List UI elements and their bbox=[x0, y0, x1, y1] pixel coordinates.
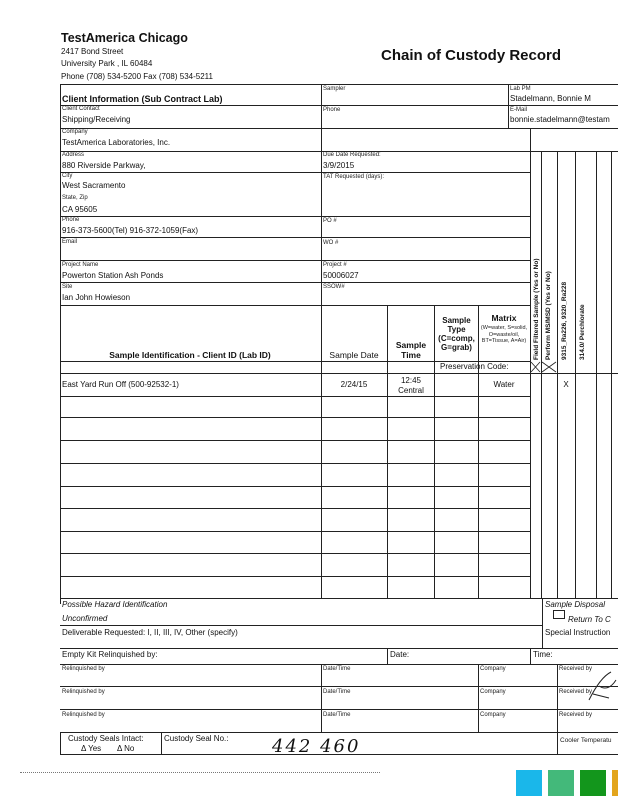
row-sample-date: 2/24/15 bbox=[340, 380, 368, 389]
received-label-1: Received by bbox=[559, 666, 593, 672]
received-label-3: Received by bbox=[559, 712, 593, 718]
project-num-label: Project # bbox=[323, 262, 347, 268]
lab-street: 2417 Bond Street bbox=[61, 47, 124, 56]
rule bbox=[60, 105, 618, 106]
lab-pm-label: Lab PM bbox=[510, 86, 531, 92]
row-time-zone: Central bbox=[398, 386, 424, 395]
rule bbox=[60, 732, 61, 754]
deliverable-requested: Deliverable Requested: I, II, III, IV, Other (specify) bbox=[62, 628, 238, 637]
col-sample-id: Sample Identification - Client ID (Lab ID) bbox=[109, 350, 271, 360]
handwritten-seal-number: 442 460 bbox=[272, 736, 361, 757]
rule bbox=[60, 216, 530, 217]
company-label-3: Company bbox=[480, 712, 506, 718]
custody-seals-title: Custody Seals Intact: bbox=[68, 734, 144, 743]
return-checkbox[interactable] bbox=[553, 610, 565, 619]
rule bbox=[60, 553, 530, 554]
radium-header: 9315_Ra226, 9320_Ra228 bbox=[561, 281, 568, 360]
lab-pm: Stadelmann, Bonnie M bbox=[510, 94, 591, 103]
custody-seal-no-label: Custody Seal No.: bbox=[164, 734, 229, 743]
rule bbox=[611, 151, 612, 598]
middle-phone-label: Phone bbox=[323, 107, 341, 113]
due-date-label: Due Date Requested: bbox=[323, 152, 381, 158]
seals-yes-label: Yes bbox=[88, 744, 102, 753]
col-sample-type: Sample Type (C=comp, G=grab) bbox=[438, 316, 475, 352]
page-title: Chain of Custody Record bbox=[381, 47, 562, 64]
rule bbox=[60, 625, 542, 626]
rule bbox=[530, 648, 531, 664]
city-label: City bbox=[62, 173, 73, 179]
rule bbox=[60, 664, 618, 665]
rule bbox=[60, 282, 530, 283]
rule bbox=[60, 237, 530, 238]
tat-label: TAT Requested (days): bbox=[323, 174, 385, 180]
city: West Sacramento bbox=[62, 181, 126, 190]
phone-label: Phone bbox=[62, 217, 80, 223]
company-label: Company bbox=[62, 129, 88, 135]
rule bbox=[575, 151, 576, 598]
time-label: Time: bbox=[533, 650, 553, 659]
due-date: 3/9/2015 bbox=[323, 161, 355, 170]
col-sample-time: Sample Time bbox=[395, 340, 427, 360]
rule bbox=[60, 305, 530, 306]
return-to: Return To C bbox=[568, 615, 611, 624]
row-sample-time: 12:45 bbox=[400, 376, 422, 385]
client-contact: Shipping/Receiving bbox=[62, 115, 131, 124]
lab-city: University Park , IL 60484 bbox=[61, 59, 153, 68]
email-label: Email bbox=[62, 239, 78, 245]
rule bbox=[60, 463, 530, 464]
rule bbox=[542, 598, 543, 648]
project-name-label: Project Name bbox=[62, 262, 99, 268]
site-label: Site bbox=[62, 284, 73, 290]
rule bbox=[60, 84, 618, 85]
seals-yes-option[interactable]: Δ Yes bbox=[81, 744, 102, 753]
empty-kit: Empty Kit Relinquished by: bbox=[62, 650, 158, 659]
company-label-2: Company bbox=[480, 689, 506, 695]
disposal-title: Sample Disposal bbox=[545, 600, 606, 609]
hazard-value: Unconfirmed bbox=[62, 614, 108, 623]
fluoride-header: 314.0/ Perchlorate bbox=[579, 304, 586, 360]
relinquished-label-1: Relinquished by bbox=[62, 666, 105, 672]
rule bbox=[60, 486, 530, 487]
client-phone: 916-373-5600(Tel) 916-372-1059(Fax) bbox=[62, 226, 199, 235]
rule bbox=[60, 440, 530, 441]
field-filtered-header: Field Filtered Sample (Yes or No) bbox=[533, 258, 540, 360]
address-label: Address bbox=[62, 152, 85, 158]
rule bbox=[60, 648, 618, 649]
col-matrix-sub: (W=water, S=solid, O=waste/oil, BT=Tissue, A=Air) bbox=[480, 325, 528, 344]
relinquished-label-2: Relinquished by bbox=[62, 689, 105, 695]
lab-name: TestAmerica Chicago bbox=[61, 31, 188, 45]
rule bbox=[321, 84, 322, 305]
lab-email-label: E-Mail bbox=[510, 107, 528, 113]
rule bbox=[541, 151, 542, 598]
rule bbox=[60, 754, 618, 755]
rule bbox=[60, 531, 530, 532]
rule bbox=[60, 128, 618, 129]
sampler-label: Sampler bbox=[323, 86, 346, 92]
company-label-1: Company bbox=[480, 666, 506, 672]
col-matrix: Matrix bbox=[491, 313, 517, 323]
seals-no-label: No bbox=[124, 744, 135, 753]
project-num: 50006027 bbox=[323, 271, 359, 280]
state-zip: CA 95605 bbox=[62, 205, 98, 214]
preservation-x-marks bbox=[530, 361, 557, 373]
special-instructions: Special Instruction bbox=[545, 628, 611, 637]
rule bbox=[60, 508, 530, 509]
row-matrix: Water bbox=[493, 380, 515, 389]
rule bbox=[321, 305, 322, 598]
color-tab-teal bbox=[548, 770, 574, 796]
color-tab-green bbox=[580, 770, 606, 796]
datetime-label-1: Date/Time bbox=[323, 666, 351, 672]
company: TestAmerica Laboratories, Inc. bbox=[62, 138, 171, 147]
rule bbox=[508, 84, 509, 128]
date-label: Date: bbox=[390, 650, 410, 659]
preservation-code: Preservation Code: bbox=[440, 362, 509, 371]
hazard-title: Possible Hazard Identification bbox=[62, 600, 168, 609]
rule bbox=[557, 151, 558, 598]
row-analysis-mark: X bbox=[563, 380, 569, 389]
row-sample-id: East Yard Run Off (500-92532-1) bbox=[62, 380, 179, 389]
rule bbox=[596, 151, 597, 598]
rule bbox=[387, 648, 388, 664]
rule bbox=[478, 305, 479, 598]
po-label: PO # bbox=[323, 218, 337, 224]
rule bbox=[60, 686, 618, 687]
lab-email: bonnie.stadelmann@testam bbox=[510, 115, 610, 124]
color-tab-blue bbox=[516, 770, 542, 796]
datetime-label-2: Date/Time bbox=[323, 689, 351, 695]
wo-label: WO # bbox=[323, 240, 339, 246]
rule bbox=[478, 664, 479, 732]
rule bbox=[321, 664, 322, 732]
relinquished-label-3: Relinquished by bbox=[62, 712, 105, 718]
rule bbox=[60, 709, 618, 710]
rule bbox=[60, 732, 618, 733]
perform-msd-header: Perform MS/MSD (Yes or No) bbox=[545, 271, 552, 360]
rule bbox=[60, 417, 530, 418]
address: 880 Riverside Parkway, bbox=[62, 161, 146, 170]
rule bbox=[60, 172, 530, 173]
rule bbox=[60, 84, 61, 604]
project-name: Powerton Station Ash Ponds bbox=[62, 271, 164, 280]
rule bbox=[60, 260, 530, 261]
received-label-2: Received by bbox=[559, 689, 593, 695]
cooler-temperature: Cooler Temperatu bbox=[560, 737, 612, 744]
client-contact-label: Client Contact bbox=[62, 106, 100, 112]
site: Ian John Howieson bbox=[62, 293, 131, 302]
rule bbox=[60, 598, 618, 599]
rule bbox=[60, 576, 530, 577]
color-tab-orange bbox=[612, 770, 618, 796]
rule bbox=[161, 732, 162, 754]
ssow-label: SSOW# bbox=[323, 284, 345, 290]
state-zip-label: State, Zip bbox=[62, 195, 88, 201]
lab-phone: Phone (708) 534-5200 Fax (708) 534-5211 bbox=[61, 72, 213, 81]
client-section-title: Client Information (Sub Contract Lab) bbox=[62, 94, 223, 104]
datetime-label-3: Date/Time bbox=[323, 712, 351, 718]
col-sample-date: Sample Date bbox=[329, 350, 379, 360]
received-signature bbox=[585, 668, 618, 704]
rule bbox=[60, 373, 618, 374]
rule bbox=[60, 396, 530, 397]
seals-no-option[interactable]: Δ No bbox=[117, 744, 135, 753]
scan-artifact-line bbox=[20, 772, 380, 773]
